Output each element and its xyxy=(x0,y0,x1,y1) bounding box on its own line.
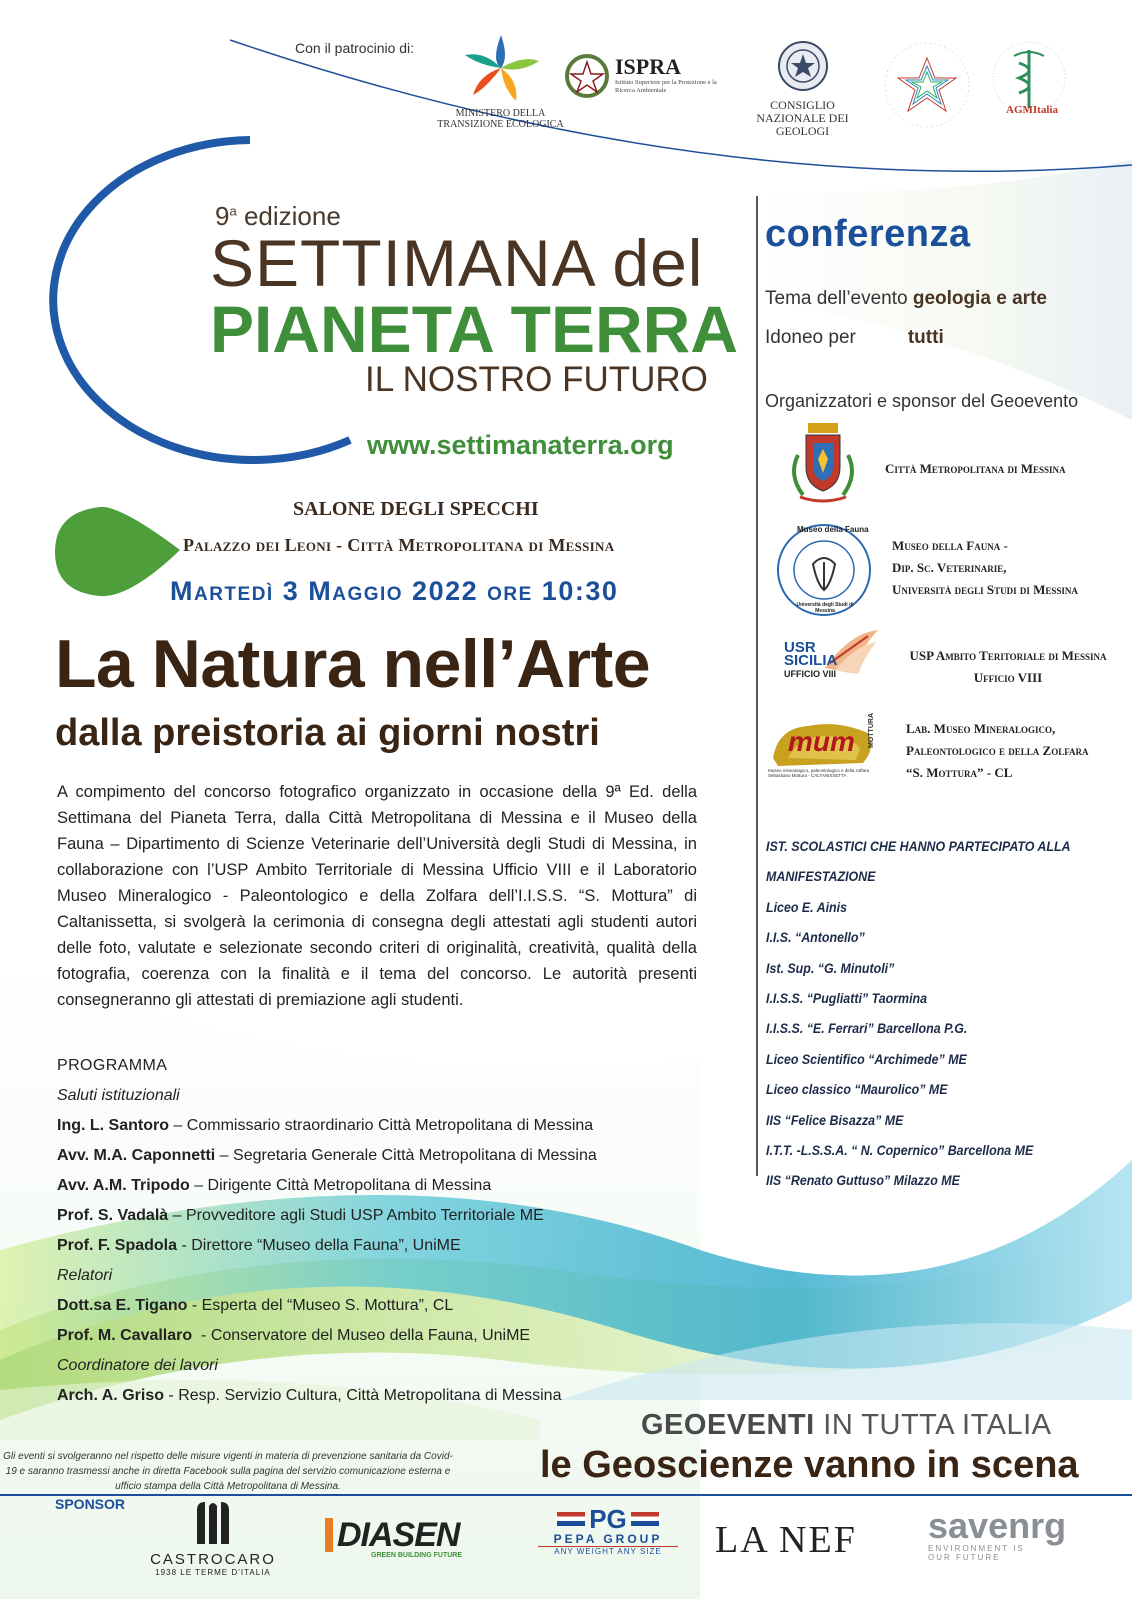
geoeventi-rest: IN TUTTA ITALIA xyxy=(814,1409,1052,1441)
disclaimer: Gli eventi si svolgeranno nel rispetto delle misure vigenti in materia di prevenzione sanitaria da Covid-19 e saranno trasmessi anche in diretta Facebook sulla pagina del servizio comunicazione esterna e ufficio stampa della Città Metropolitana di Messina. xyxy=(3,1451,453,1492)
person-role: – Commissario straordinario Città Metropolitana di Messina xyxy=(169,1117,594,1134)
geoeventi-line xyxy=(641,1409,1052,1442)
pepa-wing-left-icon xyxy=(557,1512,585,1526)
person-role: - Conservatore del Museo della Fauna, UniME xyxy=(192,1327,531,1344)
programme-row xyxy=(57,1171,737,1201)
school-item: Liceo classico “Maurolico” ME xyxy=(766,1082,948,1098)
edition-word: edizione xyxy=(243,201,341,231)
programme-row xyxy=(57,1201,737,1231)
theme-value: geologia e arte xyxy=(912,288,1047,309)
event-description: A compimento del concorso fotografico organizzato in occasione della 9ª Ed. della Settimana del Pianeta Terra, dalla Città Metropolitana di Messina e il Museo della Fauna – Dipartimento di Scienze Veterinarie dell’Università degli Studi di Messina, in collaborazione con l’USP Ambito Territoriale di Messina Ufficio VIII e il Laboratorio Museo Mineralogico - Paleontologico e della Zolfara dell’I.I.S.S. “S. Mottura” di Caltanissetta, si svolgerà la cerimonia di consegna degli attestati agli studenti autori delle foto, valutate e selezionate secondo criteri di originalità, creatività, qualità della fotografia, coerenza con la finalità e il tema del concorso. Le autorità presenti consegneranno gli attestati di premiazione agli studenti. xyxy=(57,783,697,1009)
organizer-2-logo xyxy=(775,522,873,623)
organizer-2-name xyxy=(892,535,1078,601)
column-divider xyxy=(756,196,758,1176)
museo-logo-top-text: Museo della Fauna xyxy=(797,525,869,534)
castrocaro-sub: 1938 LE TERME D’ITALIA xyxy=(155,1568,271,1577)
organizer-line: Paleontologico e della Zolfara xyxy=(906,743,1089,758)
theme-label: Tema dell’evento xyxy=(765,288,908,309)
sponsor-lanef: LA NEF xyxy=(715,1519,857,1561)
venue-hall: SALONE DEGLI SPECCHI xyxy=(293,498,539,520)
person-role: – Dirigente Città Metropolitana di Messina xyxy=(189,1177,492,1194)
organizer-4-logo xyxy=(768,713,894,786)
organizer-3-name xyxy=(893,645,1123,689)
usr-text-2: SICILIA xyxy=(784,652,838,669)
patronage-label: Con il patrocinio di: xyxy=(295,40,415,56)
programme-row xyxy=(57,1381,737,1411)
event-type: conferenza xyxy=(765,213,971,255)
theme-row xyxy=(765,288,1047,310)
castrocaro-name: CASTROCARO xyxy=(150,1551,276,1568)
logo-bellezza xyxy=(880,38,975,133)
diasen-sub: GREEN BUILDING FUTURE xyxy=(371,1552,462,1559)
ispra-text: Istituto Superiore per la Protezione e la Ricerca Ambientale xyxy=(615,79,717,94)
geoeventi-strong: GEOEVENTI xyxy=(641,1409,815,1441)
pepa-wing-right-icon xyxy=(631,1512,659,1526)
person-name: Dott.sa E. Tigano xyxy=(57,1297,188,1314)
logo-agmi xyxy=(984,38,1074,133)
schools-title: IST. SCOLASTICI CHE HANNO PARTECIPATO ALLA MANIFESTAZIONE xyxy=(766,839,1071,885)
organizer-line: Lab. Museo Mineralogico, xyxy=(906,721,1056,736)
organizer-line: Museo della Fauna - xyxy=(892,538,1008,553)
pepa-logo xyxy=(538,1506,678,1532)
pepa-group: PEPA GROUP xyxy=(553,1532,663,1546)
usr-text-3: UFFICIO VIII xyxy=(784,669,837,679)
audience-value: tutti xyxy=(907,327,944,348)
organizer-line: Ufficio VIII xyxy=(973,670,1043,685)
schools-list xyxy=(766,832,1103,1197)
diasen-name: DIASEN xyxy=(325,1518,485,1552)
coordinator-label: Coordinatore dei lavori xyxy=(57,1357,218,1374)
savenrg-sub2: OUR FUTURE xyxy=(928,1553,1001,1562)
organizer-4-name xyxy=(906,718,1089,784)
person-name: Prof. F. Spadola xyxy=(57,1237,178,1254)
organizer-line: Dip. Sc. Veterinarie, xyxy=(892,560,1007,575)
sponsor-diasen xyxy=(325,1518,485,1559)
person-name: Arch. A. Griso xyxy=(57,1387,164,1404)
sponsor-label: SPONSOR xyxy=(55,1496,126,1512)
organizer-line: “S. Mottura” - CL xyxy=(906,765,1013,780)
person-role: - Direttore “Museo della Fauna”, UniME xyxy=(177,1237,461,1254)
sponsor-pepa xyxy=(538,1506,678,1556)
website-link[interactable]: www.settimanaterra.org xyxy=(367,430,674,460)
programme-row xyxy=(57,1231,737,1261)
sponsor-savenrg xyxy=(928,1505,1088,1562)
organizer-1-logo xyxy=(778,415,868,510)
republic-emblem-icon xyxy=(563,52,611,100)
pepa-sub: ANY WEIGHT ANY SIZE xyxy=(538,1546,678,1556)
person-role: - Resp. Servizio Cultura, Città Metropolitana di Messina xyxy=(163,1387,562,1404)
person-name: Prof. S. Vadalà xyxy=(57,1207,169,1224)
savenrg-sub1: ENVIRONMENT IS xyxy=(928,1544,1025,1553)
person-name: Avv. M.A. Caponnetti xyxy=(57,1147,216,1164)
greetings-label: Saluti istituzionali xyxy=(57,1087,180,1104)
mottura-text: MOTTURA xyxy=(868,713,875,748)
edition-number: 9 xyxy=(215,201,230,231)
person-role: – Provveditore agli Studi USP Ambito Territoriale ME xyxy=(168,1207,544,1224)
school-item: IIS “Renato Guttuso” Milazzo ME xyxy=(766,1173,960,1189)
school-item: Liceo Scientifico “Archimede” ME xyxy=(766,1051,967,1067)
logo-ministero xyxy=(433,33,568,130)
programme-row xyxy=(57,1141,737,1171)
school-item: I.I.S.S. “Pugliatti” Taormina xyxy=(766,991,928,1007)
event-title: La Natura nell’Arte xyxy=(55,626,651,702)
organizer-3-logo xyxy=(782,628,882,690)
school-item: Ist. Sup. “G. Minutoli” xyxy=(766,960,895,976)
event-datetime: Martedì 3 Maggio 2022 ore 10:30 xyxy=(170,576,619,606)
organizer-line: USP Ambito Teritoriale di Messina xyxy=(909,648,1107,663)
organizer-line: Città Metropolitana di Messina xyxy=(885,461,1066,476)
event-subtitle: dalla preistoria ai giorni nostri xyxy=(55,712,600,754)
venue-building: Palazzo dei Leoni - Città Metropolitana di Messina xyxy=(183,535,615,555)
person-role: - Esperta del “Museo S. Mottura”, CL xyxy=(187,1297,454,1314)
programme-row xyxy=(57,1291,737,1321)
audience-label: Idoneo per xyxy=(765,327,856,348)
school-item: IIS “Felice Bisazza” ME xyxy=(766,1112,904,1128)
pepa-mark: PG xyxy=(589,1504,627,1534)
person-role: – Segretaria Generale Città Metropolitana di Messina xyxy=(215,1147,597,1164)
messina-coat-of-arms-icon xyxy=(778,415,868,505)
speakers-label: Relatori xyxy=(57,1267,113,1284)
person-name: Prof. M. Cavallaro xyxy=(57,1327,193,1344)
castrocaro-emblem-icon xyxy=(191,1500,235,1546)
ministero-text: MINISTERO DELLA TRANSIZIONE ECOLOGICA xyxy=(437,108,564,130)
savenrg-name: savenrg xyxy=(928,1505,1067,1546)
organizer-1-name xyxy=(885,458,1066,480)
programme-row xyxy=(57,1111,737,1141)
school-item: I.I.S.S. “E. Ferrari” Barcellona P.G. xyxy=(766,1021,968,1037)
logo-cng xyxy=(735,38,870,139)
person-name: Ing. L. Santoro xyxy=(57,1117,169,1134)
title-line-2: PIANETA TERRA xyxy=(210,292,738,366)
mum-text: mum xyxy=(788,726,855,757)
programme-heading: PROGRAMMA xyxy=(57,1057,168,1074)
tagline: le Geoscienze vanno in scena xyxy=(540,1444,1079,1486)
organizers-title: Organizzatori e sponsor del Geoevento xyxy=(765,391,1079,411)
cng-text: CONSIGLIO NAZIONALE DEI GEOLOGI xyxy=(756,98,849,139)
school-item: I.I.S. “Antonello” xyxy=(766,930,865,946)
school-item: I.T.T. -L.S.S.A. “ N. Copernico” Barcellona ME xyxy=(766,1143,1034,1159)
programme-row xyxy=(57,1321,737,1351)
title-line-3: IL NOSTRO FUTURO xyxy=(365,360,708,399)
cng-emblem-icon xyxy=(775,38,831,94)
edition-sup: a xyxy=(229,203,237,219)
audience-row xyxy=(765,327,944,349)
school-item: Liceo E. Ainis xyxy=(766,899,847,915)
sponsor-castrocaro xyxy=(148,1500,278,1577)
bellezza-star-icon xyxy=(880,38,975,133)
person-name: Avv. A.M. Tripodo xyxy=(57,1177,190,1194)
usr-text-1: USR xyxy=(784,639,816,656)
mum-caption: Museo mineralogico, paleontologico e della zolfara Sebastiano Mottura - CALTANISSETTA xyxy=(768,768,870,779)
agmi-text: AGMItalia xyxy=(1006,104,1058,116)
ispra-title: ISPRA xyxy=(615,54,682,79)
programme xyxy=(57,1051,737,1411)
museo-logo-bottom-text: Università degli Studi di Messina xyxy=(796,602,854,614)
footer-divider xyxy=(0,1494,1132,1496)
title-line-1: SETTIMANA del xyxy=(210,226,704,300)
ministero-star-icon xyxy=(461,33,541,103)
organizer-line: Università degli Studi di Messina xyxy=(892,582,1078,597)
